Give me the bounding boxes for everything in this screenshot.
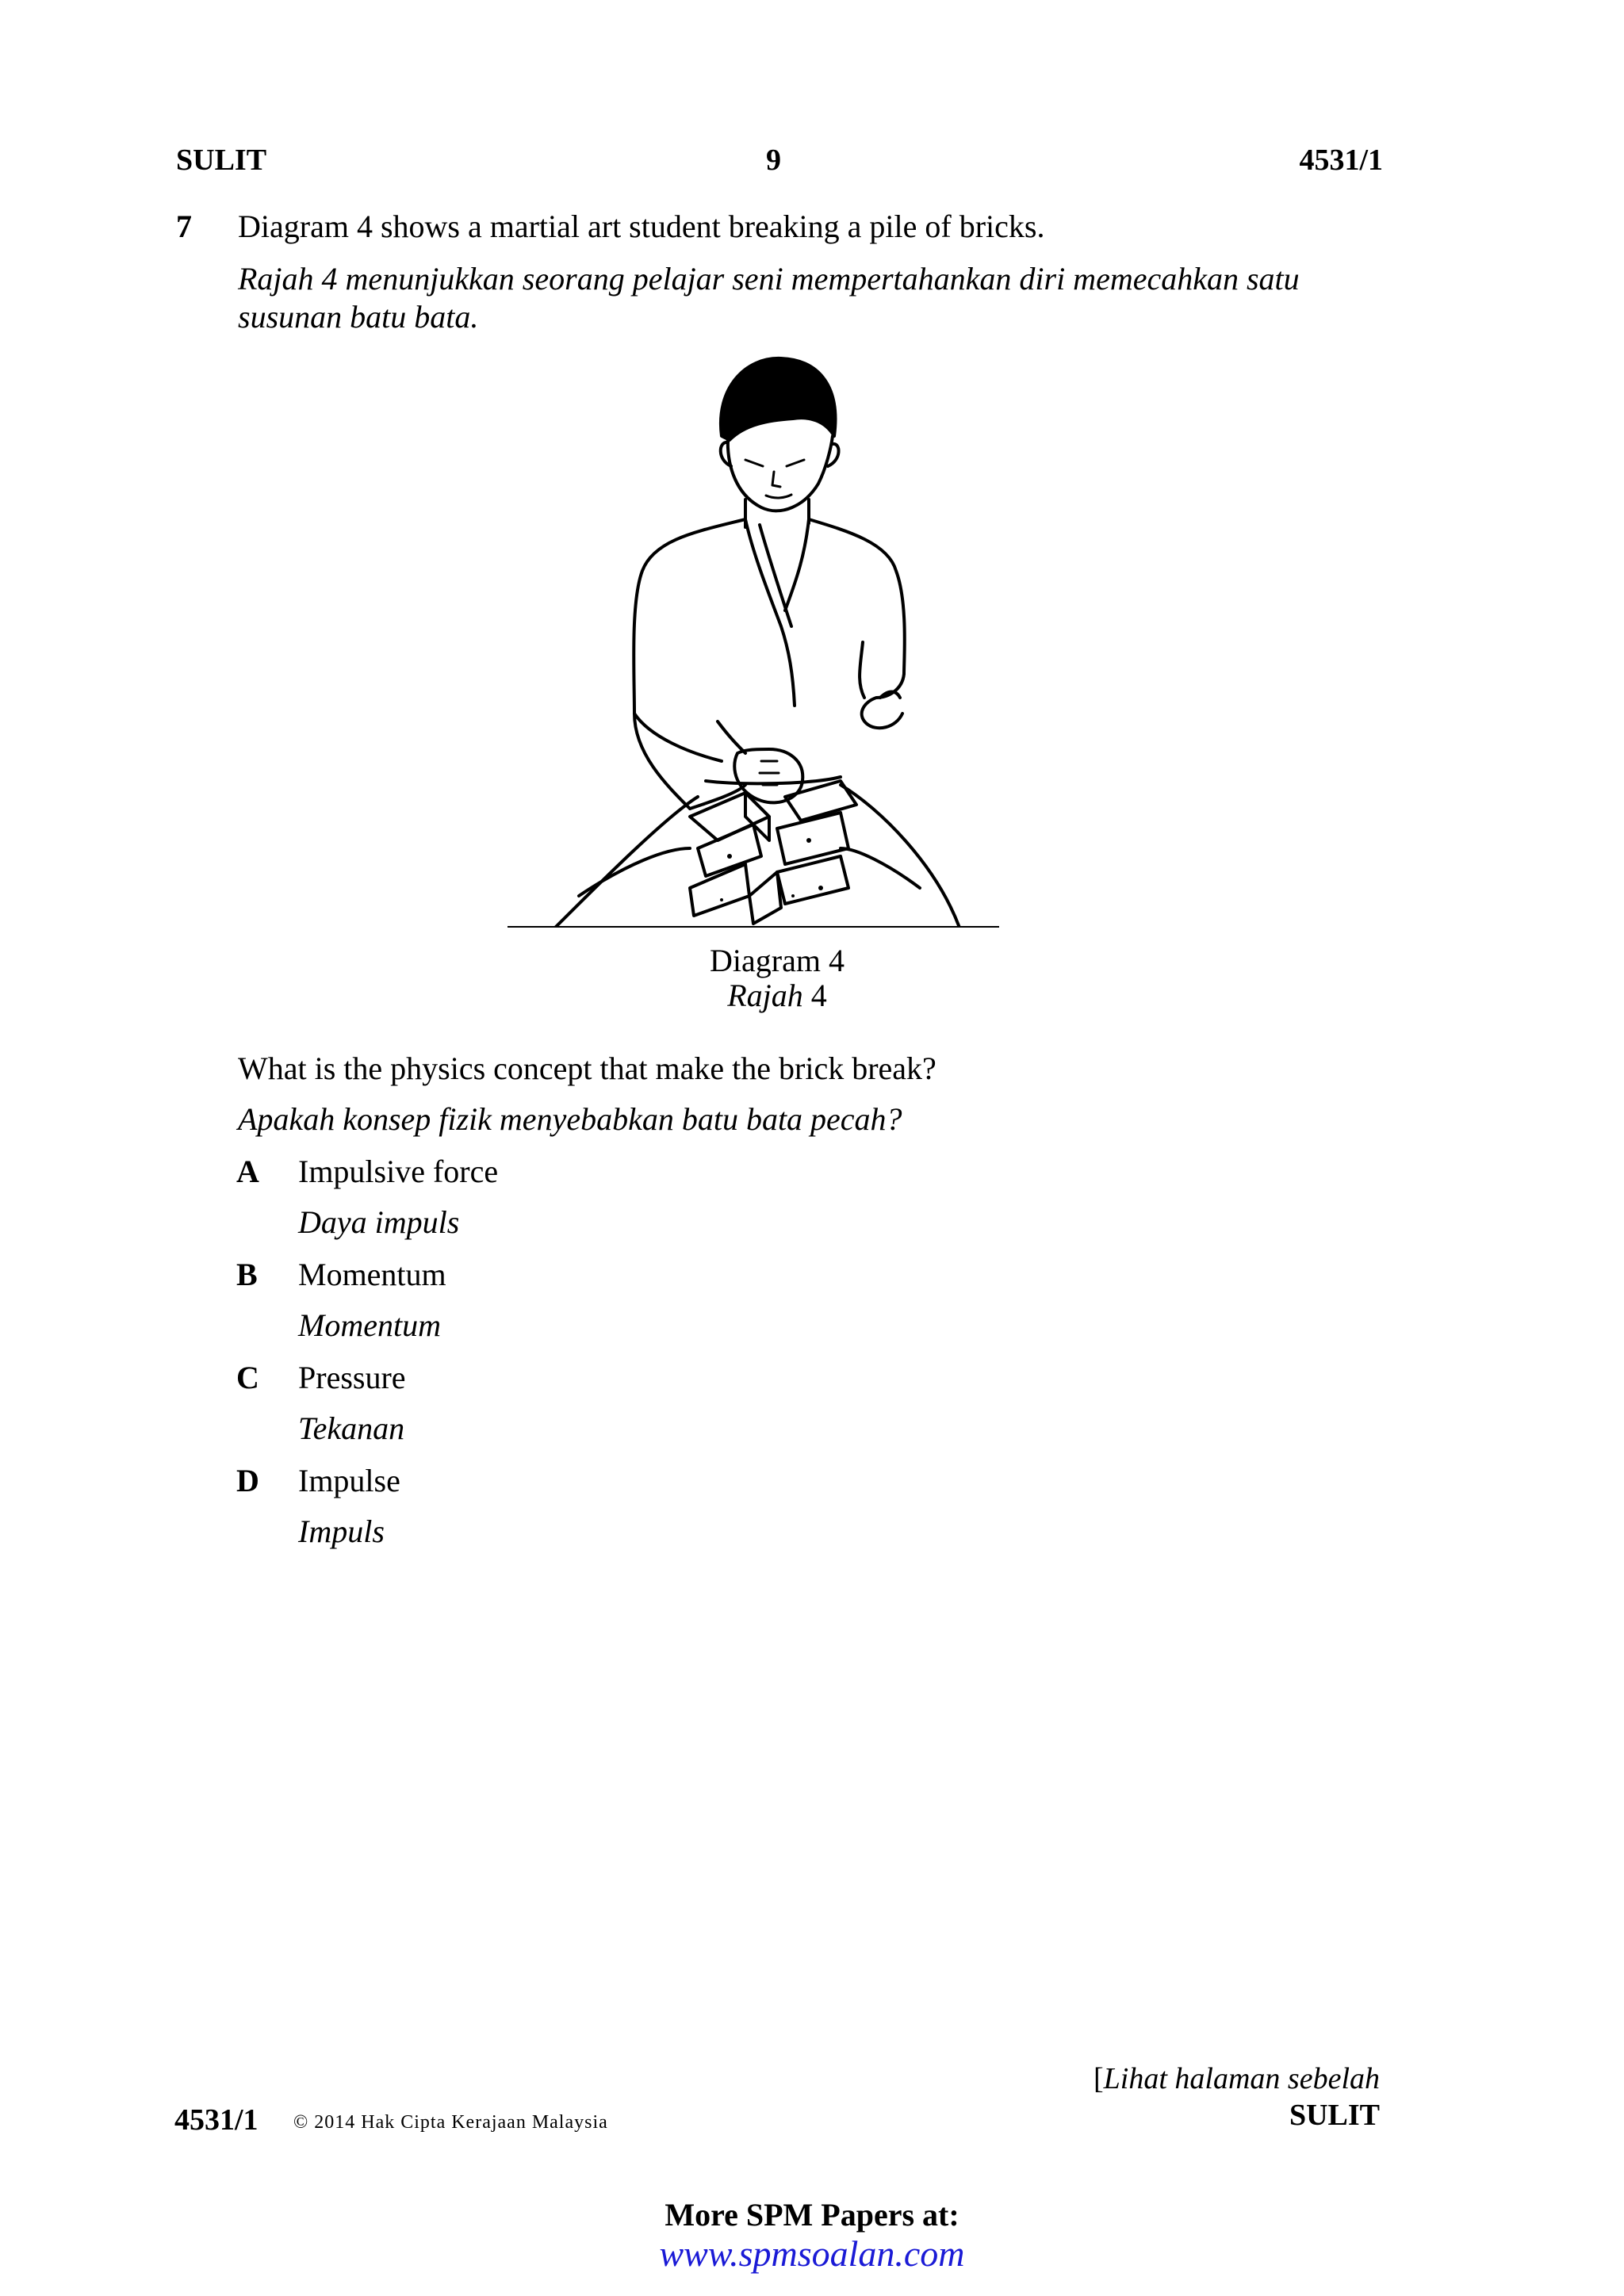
prompt-en: What is the physics concept that make the brick break?	[238, 1050, 936, 1086]
question-text-ms-line1: Rajah 4 menunjukkan seorang pelajar seni mempertahankan diri memecahkan satu	[238, 261, 1300, 297]
diagram-caption-ms	[0, 977, 1554, 1014]
footer-classification: SULIT	[1289, 2099, 1380, 2132]
option-d-ms: Impuls	[298, 1513, 385, 1549]
website-link[interactable]: www.spmsoalan.com	[659, 2233, 965, 2274]
prompt-ms: Apakah konsep fizik menyebabkan batu bata pecah?	[238, 1101, 902, 1137]
question-text-en: Diagram 4 shows a martial art student breaking a pile of bricks.	[238, 209, 1045, 244]
next-page-note	[1094, 2061, 1380, 2096]
diagram-caption-en: Diagram 4	[710, 943, 845, 978]
next-page-text: Lihat halaman sebelah	[1103, 2062, 1380, 2095]
more-papers-label: More SPM Papers at:	[665, 2197, 959, 2233]
question-number: 7	[176, 209, 192, 244]
diagram-caption-ms-number: 4	[810, 978, 827, 1013]
option-b-ms: Momentum	[298, 1307, 441, 1343]
question-text-ms-line2: susunan batu bata.	[238, 299, 479, 335]
option-c-ms: Tekanan	[298, 1410, 405, 1446]
footer-paper-code: 4531/1	[174, 2103, 259, 2137]
paper-code: 4531/1	[1299, 144, 1383, 177]
option-b-en: Momentum	[298, 1257, 446, 1292]
header-classification: SULIT	[176, 144, 267, 177]
martial-art-student-illustration	[508, 341, 999, 928]
option-a-ms: Daya impuls	[298, 1204, 460, 1240]
next-page-bracket: [	[1094, 2062, 1104, 2095]
option-a-letter: A	[236, 1154, 259, 1189]
option-c-en: Pressure	[298, 1360, 406, 1395]
option-c-letter: C	[236, 1360, 259, 1395]
diagram-caption-ms-word: Rajah	[727, 978, 803, 1013]
option-b-letter: B	[236, 1257, 258, 1292]
option-d-letter: D	[236, 1463, 259, 1498]
copyright-notice: © 2014 Hak Cipta Kerajaan Malaysia	[293, 2112, 608, 2133]
page-number: 9	[766, 144, 781, 177]
option-a-en: Impulsive force	[298, 1154, 499, 1189]
option-d-en: Impulse	[298, 1463, 400, 1498]
